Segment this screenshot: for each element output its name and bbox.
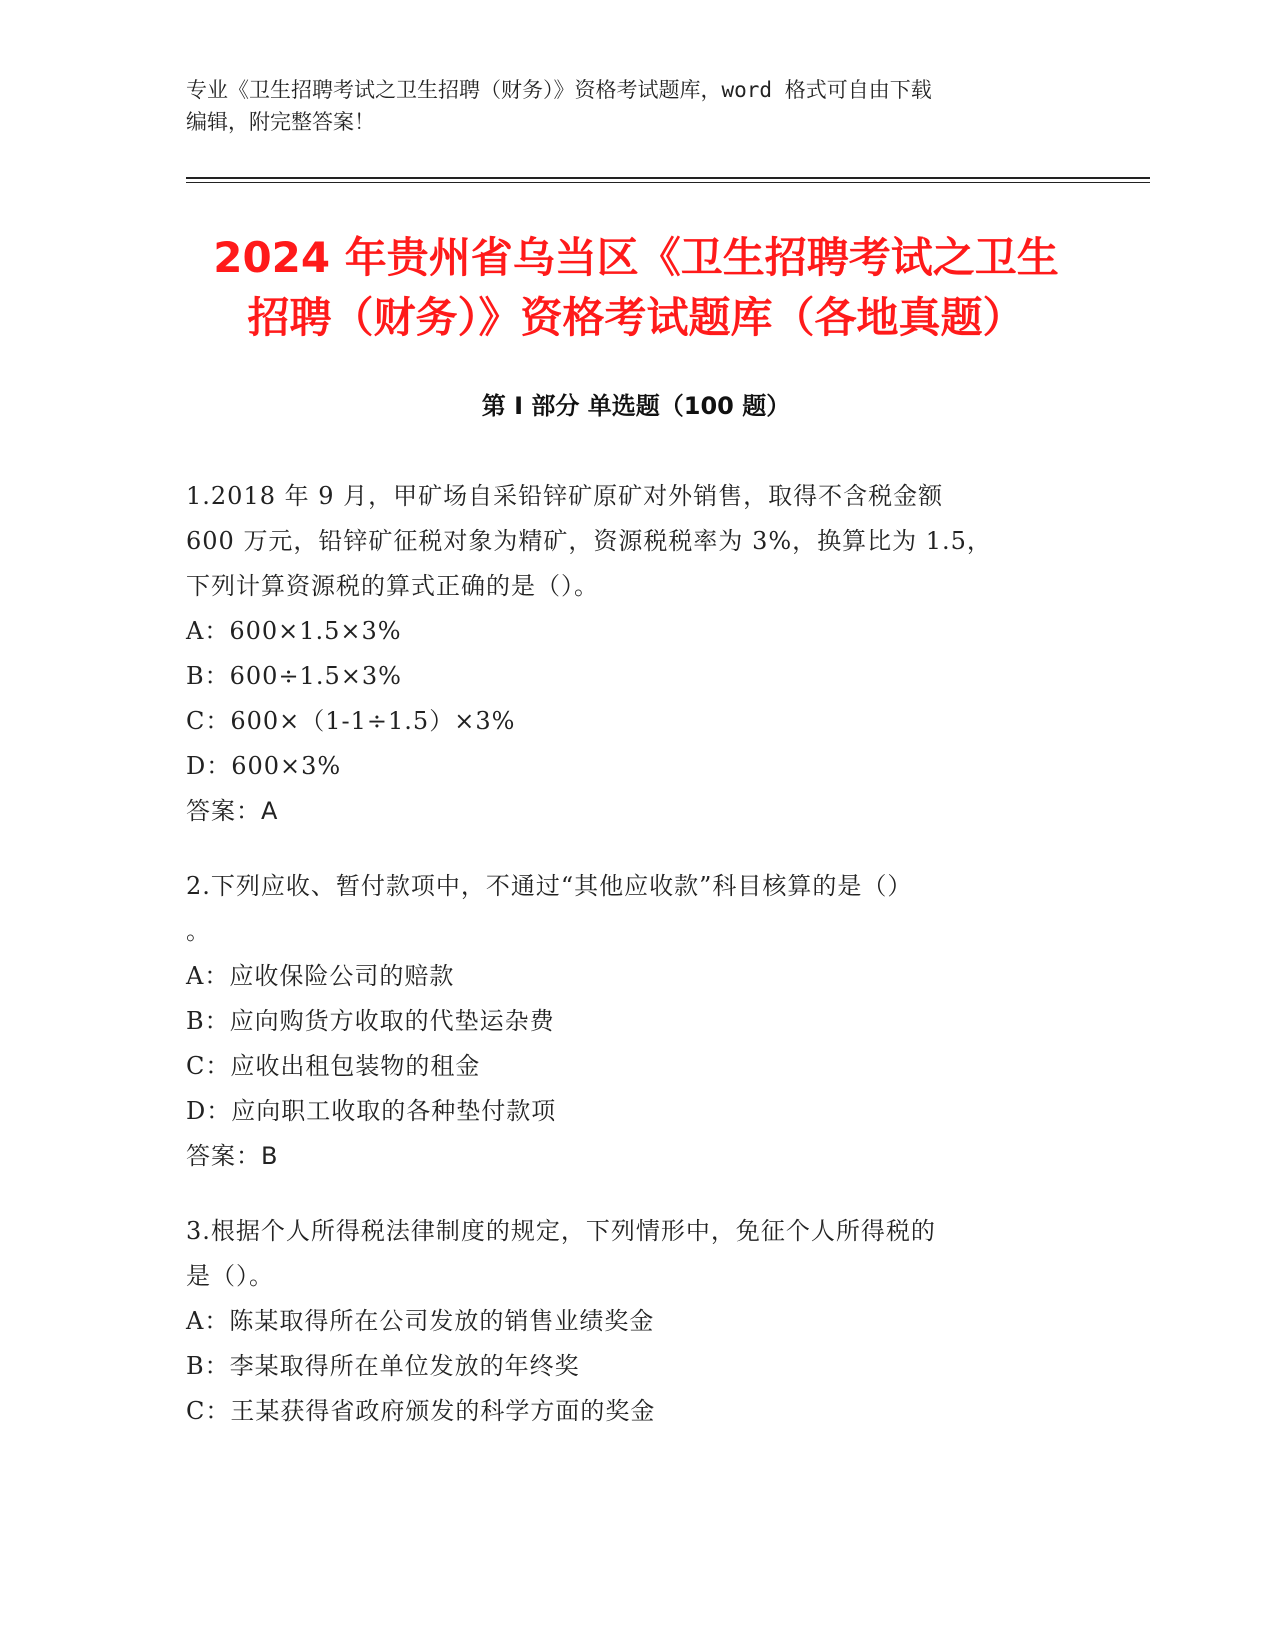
option-b: B：应向购货方收取的代垫运杂费 bbox=[186, 1007, 555, 1035]
question-1 bbox=[186, 474, 1086, 834]
answer-label: 答案：B bbox=[186, 1142, 279, 1170]
option-a: A：600×1.5×3% bbox=[186, 617, 402, 645]
document-title-line-2: 招聘（财务）》资格考试题库（各地真题） bbox=[247, 293, 1025, 342]
option-d: D：600×3% bbox=[186, 752, 342, 780]
document-title bbox=[186, 228, 1086, 348]
option-d: D：应向职工收取的各种垫付款项 bbox=[186, 1097, 557, 1125]
question-2 bbox=[186, 864, 1086, 1179]
header-note-line-1: 专业《卫生招聘考试之卫生招聘（财务）》资格考试题库，word 格式可自由下载 bbox=[186, 78, 932, 102]
option-b: B：600÷1.5×3% bbox=[186, 662, 402, 690]
question-stem-line: 1.2018 年 9 月，甲矿场自采铅锌矿原矿对外销售，取得不含税金额 bbox=[186, 482, 944, 510]
answer-label: 答案：A bbox=[186, 797, 279, 825]
question-3 bbox=[186, 1209, 1086, 1434]
question-stem-line: 3.根据个人所得税法律制度的规定，下列情形中，免征个人所得税的 bbox=[186, 1217, 936, 1245]
option-c: C：王某获得省政府颁发的科学方面的奖金 bbox=[186, 1397, 656, 1425]
question-stem bbox=[186, 1209, 1086, 1299]
header-rule-thin bbox=[186, 182, 1150, 183]
document-title-line-1: 2024 年贵州省乌当区《卫生招聘考试之卫生 bbox=[213, 233, 1059, 282]
header-note-line-2: 编辑，附完整答案！ bbox=[186, 110, 375, 134]
header-note bbox=[186, 74, 1066, 138]
option-a: A：应收保险公司的赔款 bbox=[186, 962, 455, 990]
question-stem-line: 是（）。 bbox=[186, 1262, 274, 1290]
section-title: 第 I 部分 单选题（100 题） bbox=[481, 392, 791, 420]
question-list bbox=[186, 474, 1086, 1464]
option-c: C：应收出租包装物的租金 bbox=[186, 1052, 481, 1080]
question-stem-line: 2.下列应收、暂付款项中，不通过“其他应收款”科目核算的是（） bbox=[186, 872, 913, 900]
question-stem bbox=[186, 474, 1086, 609]
question-stem-line: 600 万元，铅锌矿征税对象为精矿，资源税税率为 3%，换算比为 1.5， bbox=[186, 527, 992, 555]
question-stem-line: 。 bbox=[186, 917, 211, 945]
question-stem bbox=[186, 864, 1086, 954]
option-c: C：600×（1-1÷1.5）×3% bbox=[186, 707, 516, 735]
header-rule-thick bbox=[186, 177, 1150, 179]
question-stem-line: 下列计算资源税的算式正确的是（）。 bbox=[186, 572, 599, 600]
option-b: B：李某取得所在单位发放的年终奖 bbox=[186, 1352, 580, 1380]
option-a: A：陈某取得所在公司发放的销售业绩奖金 bbox=[186, 1307, 655, 1335]
